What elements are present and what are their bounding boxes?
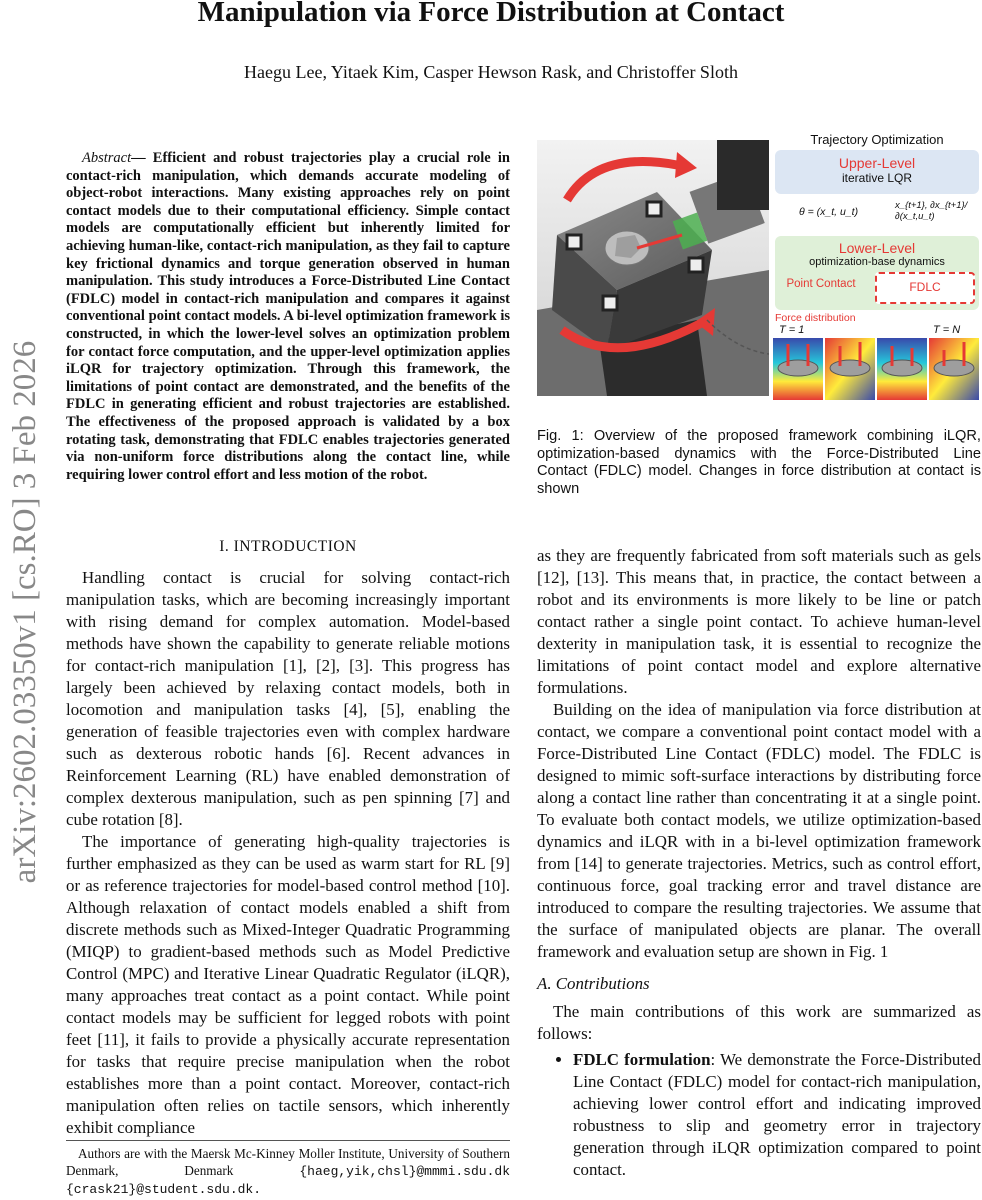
email-1: {haeg,yik,chsl}@mmmi.sdu.dk xyxy=(299,1164,510,1179)
point-contact-label: Point Contact xyxy=(786,278,856,290)
subsection-heading-contributions: A. Contributions xyxy=(537,974,650,993)
tn-label: T = N xyxy=(933,324,961,336)
panel-title: Trajectory Optimization xyxy=(810,132,944,147)
authors: Haegu Lee, Yitaek Kim, Casper Hewson Rask, and Christoffer Sloth xyxy=(244,62,738,82)
contributions-list xyxy=(537,1049,981,1181)
fdlc-box xyxy=(875,272,975,304)
lower-level-label: Lower-Level xyxy=(838,240,916,256)
figure-caption: Fig. 1: Overview of the proposed framework combining iLQR, optimization-based dynamics with the Force-Distributed Line Contact (FDLC) model. Changes in force distribution at contact is shown xyxy=(537,428,981,497)
force-distribution-maps xyxy=(773,338,981,402)
fdlc-label: FDLC xyxy=(909,280,941,294)
theta-label: θ = (x_t, u_t) xyxy=(799,206,859,218)
upper-level-label: Upper-Level xyxy=(838,155,916,171)
paragraph: as they are frequently fabricated from soft materials such as gels [12], [13]. This means that, in practice, the contact between a robot and its environments is more likely to be line or patch contact rather a single point contact. To achieve human-level dexterity in manipulation task, it is essential to recognize the limitations of point contact model and explore alternative formulations. xyxy=(537,546,981,697)
upper-level-box xyxy=(775,150,979,194)
robot-photo xyxy=(537,140,769,396)
section-heading-introduction: I. INTRODUCTION xyxy=(219,538,357,555)
paper-title: Manipulation via Force Distribution at Contact xyxy=(197,0,785,28)
footnote xyxy=(66,1140,510,1198)
intro-column xyxy=(66,567,510,1139)
email-2: {crask21}@student.sdu.dk. xyxy=(66,1182,262,1197)
footnote-text: Authors are with the Maersk Mc-Kinney Moller Institute, University of Southern Denmark, Denmark xyxy=(66,1146,510,1178)
right-column xyxy=(537,545,981,1181)
abstract-text: — Efficient and robust trajectories play a crucial role in contact-rich manipulation, which demands accurate modeling of object-robot interactions. Many existing approaches rely on point contact models due to their computational efficiency. Simple contact models are computationally efficient but inherently limited for achieving human-like, contact-rich manipulation, as they fail to capture key frictional dynamics and torque generation observed in human manipulation. This study introduces a Force-Distributed Line Contact (FDLC) model in contact-rich manipulation and compares it against conventional point contact models. A bi-level optimization framework is constructed, in which the lower-level solves an optimization problem for contact force computation, and the upper-level optimization applies iLQR for trajectory optimization. Through this framework, the limitations of point contact are demonstrated, and the benefits of the FDLC in generating efficient and robust trajectories are established. The effectiveness of the proposed approach is validated by a box rotating task, demonstrating that FDLC enables trajectories generated via non-uniform force distributions along the contact line, while requiring lower control effort and less motion of the robot. xyxy=(66,150,510,483)
lower-level-sub: optimization-base dynamics xyxy=(809,256,945,268)
abstract-label: Abstract xyxy=(82,150,132,166)
upper-level-sub: iterative LQR xyxy=(841,171,913,185)
paragraph: Handling contact is crucial for solving contact-rich manipulation tasks, which are becoming increasingly important with rising demand for complex automation. Model-based methods have shown the capability to generate reliable motions for contact-rich manipulation [1], [2], [3]. This progress has largely been achieved by relaxing contact models, both in locomotion and manipulation tasks [4], [5], enabling the generation of feasible trajectories even with complex hardware such as dexterous robotic hands [6]. Recent advances in Reinforcement Learning (RL) have enabled demonstration of complex dexterous manipulation, such as pen spinning [7] and cube rotation [8]. xyxy=(66,568,510,829)
paragraph: The importance of generating high-quality trajectories is further emphasized as they can be used as warm start for RL [9] or as reference trajectories for model-based control method [10]. Although relaxation of contact models enabled a shift from discrete methods such as Mixed-Integer Quadratic Programming (MIQP) to gradient-based methods such as Model Predictive Control (MPC) and Iterative Linear Quadratic Regulator (iLQR), many approaches treat contact as a point contact. While point contact models may be sufficient for legged robots with point feet [11], it fails to provide a physically accurate representation for tasks that require precise manipulation when the robot establishes more than a point contact. Moreover, contact-rich manipulation often relies on tactile sensors, which inherently exhibit compliance xyxy=(66,832,510,1137)
paragraph: Building on the idea of manipulation via force distribution at contact, we compare a conventional point contact model with a Force-Distributed Line Contact (FDLC) model. The FDLC is designed to mimic soft-surface interactions by distributing force along a contact line rather than concentrating it at a single point. To evaluate both contact models, we utilize optimization-based dynamics and iLQR with in a bi-level optimization framework from [14] to generate trajectories. Metrics, such as control effort, continuous force, goal tracking error and travel distance are introduced to compare the resulting trajectories. We assume that the surface of manipulated objects are planar. The overall framework and evaluation setup are shown in Fig. 1 xyxy=(537,700,981,961)
bullet-head: FDLC formulation xyxy=(573,1050,711,1069)
abstract xyxy=(66,150,510,484)
t1-label: T = 1 xyxy=(779,324,805,336)
grad-label: x_{t+1}, ∂x_{t+1}/∂(x_t,u_t) xyxy=(895,200,968,222)
force-dist-label: Force distribution xyxy=(775,312,856,324)
arxiv-stamp: arXiv:2602.03350v1 [cs.RO] 3 Feb 2026 xyxy=(7,340,43,884)
lower-level-box xyxy=(775,236,979,310)
framework-diagram xyxy=(773,128,981,402)
list-item xyxy=(573,1049,981,1181)
bullet-text: : We demonstrate the Force-Distributed Line Contact (FDLC) model for contact-rich manipulation, achieving lower control effort and indicating improved robustness to slip and geometry error in trajectory generation through iLQR optimization compared to point contact. xyxy=(573,1050,981,1179)
figure-1 xyxy=(537,128,981,402)
paragraph: The main contributions of this work are summarized as follows: xyxy=(537,1002,981,1043)
